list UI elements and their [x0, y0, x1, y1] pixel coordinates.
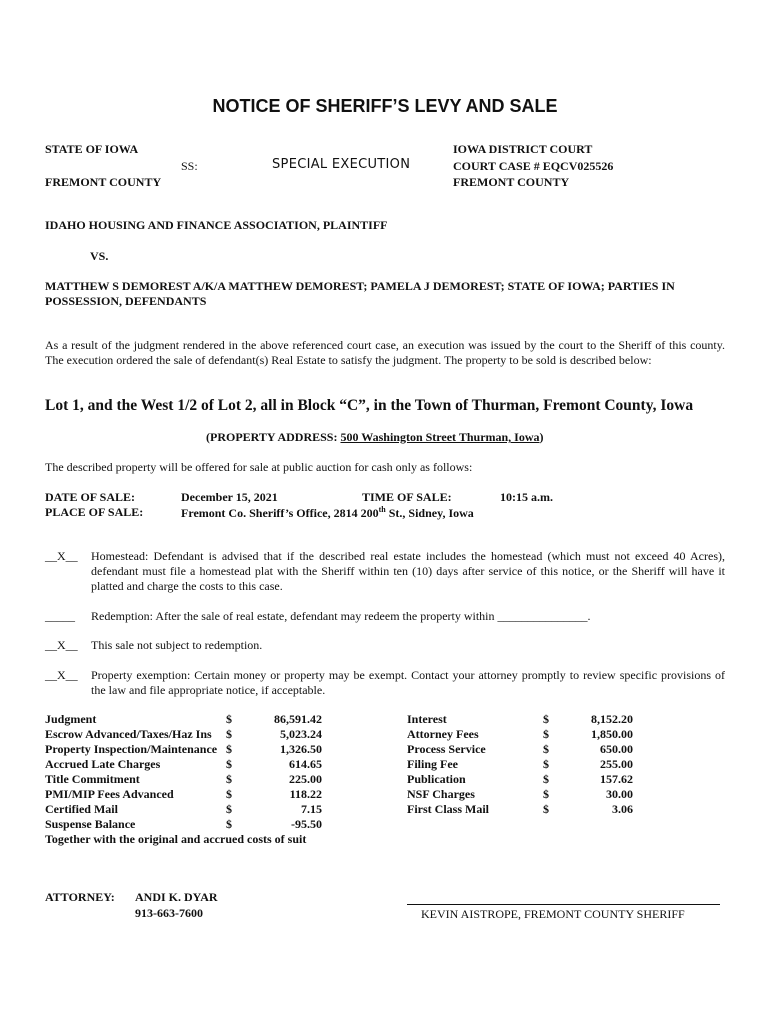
fee-label: Process Service [407, 742, 486, 756]
fee-amount: 614.65 [289, 757, 322, 771]
fee-amount: 157.62 [600, 772, 633, 786]
option-redemption-mark: _____ [45, 609, 75, 623]
fee-currency: $ [543, 712, 549, 726]
option-no-redemption-text: This sale not subject to redemption. [91, 638, 263, 652]
fee-currency: $ [543, 802, 549, 816]
sale-time-label: TIME OF SALE: [362, 490, 452, 504]
fee-amount: 118.22 [289, 787, 322, 801]
fees-right-currency [543, 712, 555, 817]
fee-currency: $ [226, 742, 232, 756]
fee-label: Publication [407, 772, 466, 786]
sale-place-label: PLACE OF SALE: [45, 505, 144, 519]
fee-label: Escrow Advanced/Taxes/Haz Ins [45, 727, 212, 741]
fee-currency: $ [226, 787, 232, 801]
header-court: IOWA DISTRICT COURT [453, 142, 593, 156]
fee-currency: $ [226, 757, 232, 771]
property-address-suffix: ) [539, 430, 544, 444]
header-special-execution: SPECIAL EXECUTION [272, 157, 411, 172]
fee-label: Title Commitment [45, 772, 140, 786]
sale-time: 10:15 a.m. [500, 490, 553, 504]
fee-currency: $ [226, 772, 232, 786]
attorney-label: ATTORNEY: [45, 890, 115, 904]
property-address-line [206, 430, 544, 445]
fee-currency: $ [226, 802, 232, 816]
fee-currency: $ [543, 787, 549, 801]
property-address-prefix: (PROPERTY ADDRESS: [206, 430, 341, 444]
fee-currency: $ [226, 817, 232, 831]
versus: VS. [90, 249, 109, 263]
option-no-redemption-mark: __X__ [45, 638, 78, 652]
attorney-name: ANDI K. DYAR [135, 890, 218, 904]
fee-label: PMI/MIP Fees Advanced [45, 787, 174, 801]
fee-amount: 650.00 [600, 742, 633, 756]
fee-amount: 3.06 [612, 802, 633, 816]
attorney-phone: 913-663-7600 [135, 906, 203, 920]
fee-currency: $ [543, 742, 549, 756]
fee-amount: 255.00 [600, 757, 633, 771]
fee-amount: 5,023.24 [280, 727, 322, 741]
option-redemption-text: Redemption: After the sale of real estate, defendant may redeem the property within _______________. [91, 609, 591, 623]
fees-right-labels [407, 712, 527, 817]
fee-label: Attorney Fees [407, 727, 479, 741]
sale-place [181, 505, 474, 521]
fee-currency: $ [226, 712, 232, 726]
header-state: STATE OF IOWA [45, 142, 139, 156]
fee-amount: 1,850.00 [591, 727, 633, 741]
signature-line [407, 904, 720, 905]
header-county-right: FREMONT COUNTY [453, 175, 570, 189]
fee-label: Accrued Late Charges [45, 757, 161, 771]
defendants: MATTHEW S DEMOREST A/K/A MATTHEW DEMOREST; PAMELA J DEMOREST; STATE OF IOWA; PARTIES IN POSSESSION, DEFENDANTS [45, 279, 675, 308]
sale-date: December 15, 2021 [181, 490, 278, 504]
auction-text: The described property will be offered for sale at public auction for cash only as follows: [45, 460, 473, 474]
option-exemption-mark: __X__ [45, 668, 78, 682]
fee-label: NSF Charges [407, 787, 475, 801]
fees-left-currency [226, 712, 238, 832]
intro-paragraph: As a result of the judgment rendered in the above referenced court case, an execution was issued by the court to the Sheriff of this county. The execution ordered the sale of defendant(s) Real Estate to satisfy the judgment. The property to be sold is described below: [45, 338, 725, 367]
accrued-costs-note: Together with the original and accrued costs of suit [45, 832, 307, 846]
sale-place-pre: Fremont Co. Sheriff’s Office, 2814 200 [181, 506, 379, 520]
fee-currency: $ [226, 727, 232, 741]
option-homestead-text: Homestead: Defendant is advised that if the described real estate includes the homestead (which must not exceed 40 Acres), defendant must file a homestead plat with the Sheriff within ten (10) days after service of this notice, or the Sheriff will have it platted and charge the costs to this case. [91, 549, 725, 593]
fee-currency: $ [543, 727, 549, 741]
fee-amount: 225.00 [289, 772, 322, 786]
fees-right-amounts [565, 712, 633, 817]
fee-label: Suspense Balance [45, 817, 136, 831]
fee-label: Filing Fee [407, 757, 458, 771]
sale-place-sup: th [378, 505, 386, 514]
legal-description: Lot 1, and the West 1/2 of Lot 2, all in Block “C”, in the Town of Thurman, Fremont County, Iowa [45, 397, 694, 414]
fee-label: Judgment [45, 712, 97, 726]
fee-label: Interest [407, 712, 447, 726]
plaintiff: IDAHO HOUSING AND FINANCE ASSOCIATION, PLAINTIFF [45, 218, 388, 232]
fee-label: Property Inspection/Maintenance [45, 742, 218, 756]
header-county-left: FREMONT COUNTY [45, 175, 162, 189]
fee-amount: 1,326.50 [280, 742, 322, 756]
option-homestead-mark: __X__ [45, 549, 78, 563]
option-exemption-text: Property exemption: Certain money or property may be exempt. Contact your attorney promptly to review specific provisions of the law and file appropriate notice, if acceptable. [91, 668, 725, 697]
fee-amount: 30.00 [606, 787, 633, 801]
header-ss: SS: [181, 159, 198, 173]
header-case-number: COURT CASE # EQCV025526 [453, 159, 614, 173]
fees-left-labels [45, 712, 230, 832]
fee-currency: $ [543, 757, 549, 771]
fee-amount: 86,591.42 [274, 712, 322, 726]
fee-currency: $ [543, 772, 549, 786]
sheriff-name: KEVIN AISTROPE, FREMONT COUNTY SHERIFF [421, 907, 685, 921]
property-address: 500 Washington Street Thurman, Iowa [340, 430, 540, 444]
fee-amount: 7.15 [301, 802, 322, 816]
sale-date-label: DATE OF SALE: [45, 490, 136, 504]
fee-amount: 8,152.20 [591, 712, 633, 726]
fees-left-amounts [250, 712, 322, 832]
fee-amount: -95.50 [291, 817, 322, 831]
fee-label: First Class Mail [407, 802, 489, 816]
sale-place-post: St., Sidney, Iowa [385, 506, 474, 520]
fee-label: Certified Mail [45, 802, 118, 816]
document-title: NOTICE OF SHERIFF’S LEVY AND SALE [212, 96, 558, 116]
